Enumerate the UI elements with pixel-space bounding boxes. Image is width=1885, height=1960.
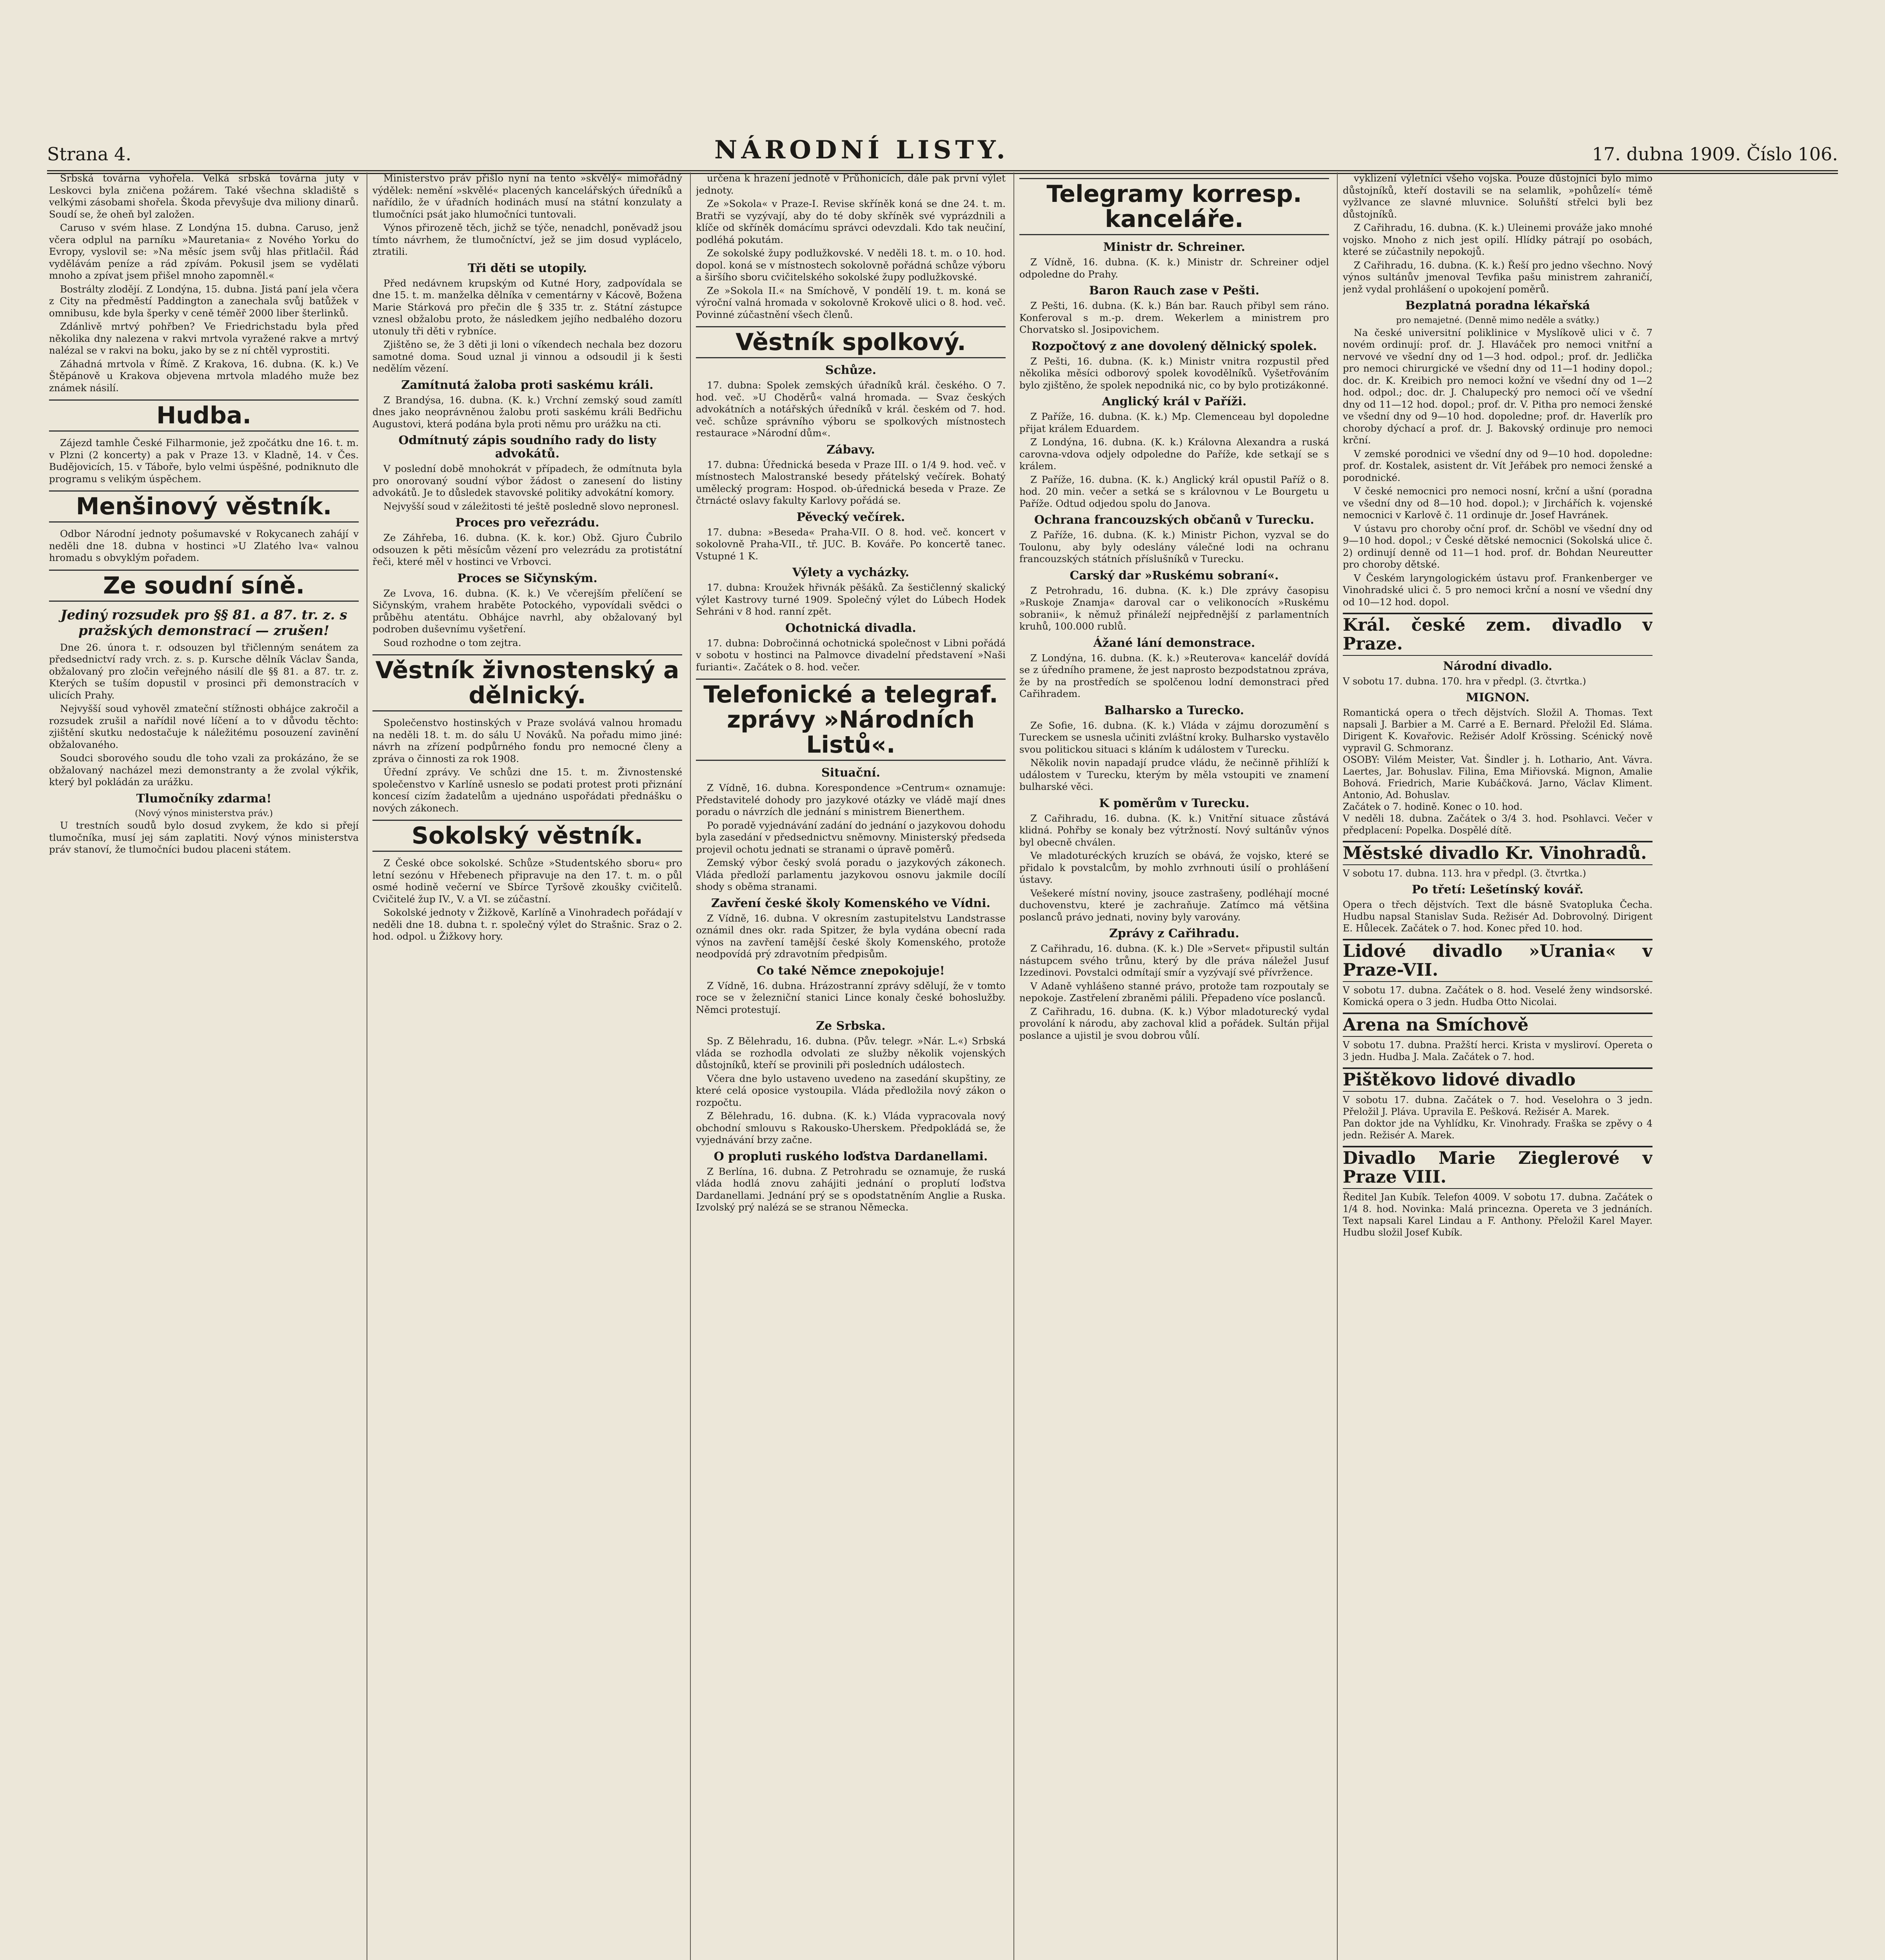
- article-paragraph: Zdánlivě mrtvý pohřben? Ve Friedrichstadu byla před několika dny nalezena v rakvi mrtvola vyražené rakve a mrtvý nalézal se v rakvi na boku, jako by se z ní chtěl vyprostiti.: [49, 321, 359, 356]
- article-paragraph: Z Vídně, 16. dubna. Hrázostranní zprávy sdělují, že v tomto roce se v železniční stanici Lince konaly české bohoslužby. Němci protestují.: [696, 980, 1006, 1015]
- theatre-ad-heading: Divadlo Marie Zieglerové v Praze VIII.: [1343, 1146, 1653, 1189]
- newspaper-title: NÁRODNÍ LISTY.: [714, 135, 1009, 165]
- article-paragraph: Z Cařihradu, 16. dubna. (K. k.) Uleinemi prováže jako mnohé vojsko. Mnoho z nich jest opilí. Hlídky pátrají po osobách, které se zúčastnily nepokojů.: [1343, 222, 1653, 257]
- subsection-heading: Carský dar »Ruskému sobraní«.: [1070, 568, 1279, 583]
- article-paragraph: Z Vídně, 16. dubna. V okresním zastupitelstvu Landstrasse oznámil dnes okr. rada Spitzer, že byla vydána obecní rada výnos na zavření tamější české školy Komenského, protože neodpovídá prý zdravotním předpisům.: [696, 912, 1006, 960]
- section-heading-telegramy: Telegramy korresp. kanceláře.: [1019, 178, 1329, 235]
- article-paragraph: Z Londýna, 16. dubna. (K. k.) »Reuterova« kancelář dovídá se z úředního pramene, že jest naprosto bezpodstatnou zpráva, že by na prostředích se spolčenou lodní demonstraci před Cařihradem.: [1019, 652, 1329, 699]
- article-headline: Tři děti se utopily.: [468, 261, 587, 275]
- article-paragraph: Z Paříže, 16. dubna. (K. k.) Anglický král opustil Paříž o 8. hod. 20 min. večer a setká se s královnou v Le Bourgetu u Paříže. Odtud odjedou spolu do Janova.: [1019, 474, 1329, 509]
- article-paragraph: Úřední zprávy. Ve schůzi dne 15. t. m. Živnostenské společenstvo v Karlíně usneslo se podati protest proti přiznání koncesí cizím žadatelům a ujednáno uspořádati přednášku o nových zákonech.: [372, 766, 682, 814]
- article-paragraph: Nejvyšší soud v záležitosti té ještě posledně slovo nepronesl.: [383, 500, 679, 512]
- theatre-ad-heading: Král. české zem. divadlo v Praze.: [1343, 613, 1653, 656]
- theatre-description: Opera o třech dějstvích. Text dle básně Svatopluka Čecha. Hudbu napsal Stanislav Suda. Režisér Ad. Dobrovolný. Dirigent E. Hůlecek. Začátek o 7. hod. Konec před 10. hod.: [1343, 899, 1653, 934]
- subsection-heading: Zprávy z Cařihradu.: [1109, 927, 1239, 940]
- article-paragraph: V české nemocnici pro nemoci nosní, krční a ušní (poradna ve všední dny od 8—10 hod. dopol.); v Jirchářích k. vojenské nemocnici v Karlově č. 11 ordinuje dr. Josef Havránek.: [1343, 485, 1653, 521]
- theatre-description: V sobotu 17. dubna. Začátek o 8. hod. Veselé ženy windsorské. Komická opera o 3 jedn. Hudba Otto Nicolai.: [1343, 985, 1653, 1007]
- article-paragraph: Ze sokolské župy podlužkovské. V neděli 18. t. m. o 10. hod. dopol. koná se v místnostech sokolovně pořádná schůze výboru a širšího sboru cvičitelského sokolské župy podlužkovské.: [696, 247, 1006, 283]
- article-paragraph: vyklizení výletníci všeho vojska. Pouze důstojníci bylo mimo důstojníků, kteří dostavili se na selamlik, »pohůzelí« témě vyžlvance ze slavné mluvnice. Soluňští střelci byli bez důstojníků.: [1343, 172, 1653, 220]
- subsection-heading: Ministr dr. Schreiner.: [1103, 240, 1246, 254]
- theatre-sunday-program: V neděli 18. dubna. Začátek o 3/4 3. hod. Psohlavci. Večer v předplacení: Popelka. Dospělé dítě.: [1343, 813, 1653, 836]
- subsection-heading: K poměrům v Turecku.: [1099, 796, 1249, 810]
- article-paragraph: Ze Záhřeba, 16. dubna. (K. k. kor.) Obž. Gjuro Čubrilo odsouzen k pěti měsícům vězení pro velezrádu za protistátní řeči, které měl v hostinci ve Vrbovci.: [372, 532, 682, 567]
- theatre-date: V sobotu 17. dubna. 113. hra v předpl. (3. čtvrtka.): [1343, 868, 1586, 879]
- column-2: [372, 172, 682, 1960]
- article-paragraph: V ústavu pro choroby oční prof. dr. Schöbl ve všední dny od 9—10 hod. dopol.; v České dětské nemocnici (Sokolská ulice č. 2) ordinují denně od 11—1 hod. prof. dr. Bohdan Neureutter pro choroby dětské.: [1343, 523, 1653, 570]
- subsection-heading: Ochotnická divadla.: [785, 621, 916, 635]
- section-heading-soudni: Ze soudní síně.: [49, 570, 359, 602]
- masthead: [47, 118, 1838, 174]
- article-paragraph: Společenstvo hostinských v Praze svolává valnou hromadu na neděli 18. t. m. do sálu U Nováků. Na pořadu mimo jiné: návrh na zřízení podpůrného fondu pro nemocné členy a zpráva o činnosti za rok 1908.: [372, 717, 682, 764]
- article-paragraph: Zemský výbor český svolá poradu o jazykových zákonech. Vláda předloží parlamentu jazykovou osnovu jakmile docílí shody s oběma stranami.: [696, 857, 1006, 892]
- article-paragraph: Z Paříže, 16. dubna. (K. k.) Mp. Clemenceau byl dopoledne přijat králem Eduardem.: [1019, 411, 1329, 434]
- subsection-heading: Rozpočtový z ane dovolený dělnický spolek.: [1031, 339, 1317, 353]
- article-paragraph: Sp. Z Bělehradu, 16. dubna. (Pův. telegr. »Nár. L.«) Srbská vláda se rozhodla odvolati ze služby několik vojenských důstojníků, kteří se provinili při posledních událostech.: [696, 1035, 1006, 1071]
- article-paragraph: Vešekeré místní noviny, jsouce zastrašeny, podléhají mocné duchovenstvu, které je zachraňuje. Zatímco má většina poslanců právo jednati, noviny byly varovány.: [1019, 887, 1329, 923]
- article-paragraph: Ve mladoturéckých kruzích se obává, že vojsko, které se přidalo k povstalcům, by mohlo zvrhnouti úsilí o prohlášení ústavy.: [1019, 850, 1329, 885]
- article-paragraph: Ministerstvo práv přišlo nyní na tento »skvělý« mimořádný výdělek: nemění »skvělé« placených kancelářských úředníků a nařídilo, že v úřadních hodinách musí na státní konzulaty a tlumočníci psát jako hlumočníci tuntovali.: [372, 172, 682, 220]
- article-headline: Jediný rozsudek pro §§ 81. a 87. tr. z. s pražských demonstrací — zrušen!: [60, 607, 347, 639]
- article-subhead: pro nemajetné. (Denně mimo neděle a svátky.): [1396, 316, 1599, 325]
- section-heading-mensinovy: Menšinový věstník.: [49, 490, 359, 523]
- section-heading-spolkovy: Věstník spolkový.: [696, 326, 1006, 358]
- column-3: [696, 172, 1006, 1960]
- subsection-heading: Situační.: [821, 766, 881, 780]
- theatre-description: Ředitel Jan Kubík. Telefon 4009. V sobotu 17. dubna. Začátek o 1/4 8. hod. Novinka: Malá princezna. Opereta ve 3 jednáních. Text napsali Karel Lindau a F. Anthony. Přeložil Karel Mayer. Hudbu složil Josef Kubík.: [1343, 1192, 1653, 1238]
- article-headline: Proces se Sičynským.: [457, 571, 597, 585]
- article-headline: Ze Srbska.: [816, 1019, 886, 1033]
- article-subhead: (Nový výnos ministerstva práv.): [134, 808, 273, 818]
- theatre-ad-heading: Lidové divadlo »Urania« v Praze-VII.: [1343, 939, 1653, 982]
- article-paragraph: U trestních soudů bylo dosud zvykem, že kdo si přejí tlumočníka, musí jej sám zaplatiti. Nový výnos ministerstva práv stanoví, že tlumočníci budou placeni státem.: [49, 820, 359, 855]
- article-paragraph: Z Cařihradu, 16. dubna. (K. k.) Dle »Servet« připustil sultán nástupcem svého trůnu, který by dle práva náležel Jusuf Izzedinovi. Povstalci odmítají smír a vyzývají své přívržence.: [1019, 943, 1329, 978]
- theatre-play-title: MIGNON.: [1466, 691, 1530, 704]
- theatre-play-title: Po třetí: Lešetínský kovář.: [1412, 883, 1584, 897]
- subsection-heading: Balharsko a Turecko.: [1104, 703, 1244, 717]
- subsection-heading: Baron Rauch zase v Pešti.: [1089, 284, 1260, 298]
- subsection-heading: Schůze.: [825, 363, 877, 377]
- article-paragraph: Dne 26. února t. r. odsouzen byl třičlenným senátem za předsednictví rady vrch. z. s. p. Kursche dělník Václav Šanda, obžalovaný pro zločin veřejného násilí dle §§ 81. a 87. tr. z. Kterých se tuším dopustil v prosinci při demonstracích v ulicích Prahy.: [49, 641, 359, 701]
- article-paragraph: Z Paříže, 16. dubna. (K. k.) Ministr Pichon, vyzval se do Toulonu, aby byly odeslány válečné lodi na ochranu francouzských státních příslušníků v Turecku.: [1019, 529, 1329, 564]
- article-paragraph: Z Cařihradu, 16. dubna. (K. k.) Výbor mladoturecký vydal provolání k národu, aby zachoval klid a pořádek. Sultán přijal poslance a ujistil je svou dobrou vůlí.: [1019, 1005, 1329, 1041]
- article-paragraph: Z Pešti, 16. dubna. (K. k.) Ministr vnitra rozpustil před několika měsíci odborový spolek kovodělníků. Vyšetřováním bylo zjištěno, že spolek nepodniká nic, co by bylo protizákonné.: [1019, 355, 1329, 391]
- section-heading-zivnostensky: Věstník živnostenský a dělnický.: [372, 654, 682, 711]
- article-paragraph: Bostrálty zlodějí. Z Londýna, 15. dubna. Jistá paní jela včera z City na předměstí Paddington a zanechala svůj batůžek v omnibusu, kde byla šperky v ceně téměř 2000 liber šterlinků.: [49, 283, 359, 319]
- theatre-description: V sobotu 17. dubna. Začátek o 7. hod. Veselohra o 3 jedn. Přeložil J. Pláva. Upravila E. Pešková. Režisér A. Marek.: [1343, 1094, 1653, 1117]
- article-headline: Proces pro veřezrádu.: [455, 516, 599, 530]
- theatre-cast: OSOBY: Vilém Meister, Vat. Šindler j. h. Lothario, Ant. Vávra. Laertes, Jar. Bohuslav. Filina, Ema Miřiovská. Mignon, Amalie Bohová. Friedrich, Marie Kubáčková. Jarno, Václav Kliment. Antonio, Ad. Bohuslav.: [1343, 754, 1653, 800]
- article-paragraph: Z Pešti, 16. dubna. (K. k.) Bán bar. Rauch přibyl sem ráno. Konferoval s m.-p. drem. Wekerlem a ministrem pro Chorvatsko sl. Josipovichem.: [1019, 300, 1329, 335]
- subsection-heading: Pěvecký večírek.: [796, 510, 905, 524]
- article-paragraph: Z Brandýsa, 16. dubna. (K. k.) Vrchní zemský soud zamítl dnes jako neoprávněnou žalobu proti saskému králi Bedřichu Augustovi, která podána byla proti němu pro urážku na cti.: [372, 394, 682, 430]
- theatre-ad-heading: Arena na Smíchově: [1343, 1013, 1653, 1037]
- article-paragraph: Před nedávnem krupským od Kutné Hory, zadpovídala se dne 15. t. m. manželka dělníka v cementárny v Kácově, Božena Marie Stárková pro přečin dle § 335 tr. z. Státní zástupce vznesl obžalobu proto, že následkem jejího nedbalého dozoru utonuly tři děti v rybníce.: [372, 277, 682, 337]
- section-heading-sokolsky: Sokolský věstník.: [372, 820, 682, 852]
- article-paragraph: V Českém laryngologickém ústavu prof. Frankenberger ve Vinohradské ulici č. 5 pro nemoci krční a nosní ve všední dny od 10—12 hod. dopol.: [1343, 572, 1653, 608]
- article-paragraph: 17. dubna: Spolek zemských úřadníků král. českého. O 7. hod. več. »U Choděrů« valná hromada. — Svaz českých advokátních a notářských úředníků v král. českém od 7. hod. več. schůze správního výboru se spolkových místnostech restaurace »Národní dům«.: [696, 379, 1006, 439]
- subsection-heading: Ážané lání demonstrace.: [1093, 636, 1255, 650]
- article-paragraph: V zemské porodnici ve všední dny od 9—10 hod. dopoledne: prof. dr. Kostalek, asistent dr. Vít Jeřábek pro nemoci ženské a porodnické.: [1343, 448, 1653, 483]
- article-headline: Zavření české školy Komenského ve Vídni.: [711, 896, 991, 910]
- article-paragraph: Z Cařihradu, 16. dubna. (K. k.) Vnitřní situace zůstává klidná. Pohřby se konaly bez výtržností. Nový sultánův výnos byl obecně chválen.: [1019, 812, 1329, 848]
- article-paragraph: Z Cařihradu, 16. dubna. (K. k.) Řeší pro jedno všechno. Nový výnos sultánův jmenoval Tevfika pašu ministrem zahraničí, jenž vydal prohlášení o upokojení poměrů.: [1343, 259, 1653, 295]
- article-paragraph: Z Berlína, 16. dubna. Z Petrohradu se oznamuje, že ruská vláda hodlá znovu zahájiti jednání o proplutí loďstva Dardanellami. Jednání prý se s opodstatněním Anglie a Ruska. Izvolský prý nalézá se se stranou Německa.: [696, 1165, 1006, 1213]
- article-headline: Bezplatná poradna lékařská: [1405, 299, 1590, 312]
- theatre-description: Romantická opera o třech dějstvích. Složil A. Thomas. Text napsali J. Barbier a M. Carré a E. Bernard. Přeložil Ed. Sláma. Dirigent K. Kovařovic. Režisér Adolf Krössing. Scénický nově vypravil G. Schmoranz.: [1343, 707, 1653, 753]
- article-headline: O propluti ruského loďstva Dardanellami.: [714, 1149, 988, 1163]
- article-paragraph: V poslední době mnohokrát v případech, že odmítnuta byla pro onorovaný soudní výbor žádost o zanesení do listiny advokátů. Je to důsledek stavovské politiky advokátní komory.: [372, 463, 682, 498]
- article-paragraph: Několik novin napadají prudce vládu, že nečinně přihlíží k událostem v Turecku, kterým by měla vstoupiti ve znamení bulharské věci.: [1019, 757, 1329, 792]
- article-paragraph: Z České obce sokolské. Schůze »Studentského sboru« pro letní sezónu v Hřebenech připravuje na den 17. t. m. o půl osmé hodině večerní ve Sbírce Tyršově zkoušky cvičitelů. Cvičitelé žup IV., V. a VI. se zúčastní.: [372, 857, 682, 905]
- article-headline: Tlumočníky zdarma!: [136, 791, 272, 806]
- article-paragraph: Zjištěno se, že 3 děti ji loni o víkendech nechala bez dozoru samotné doma. Soud uznal ji vinnou a odsoudil ji k šesti nedělím vězení.: [372, 339, 682, 374]
- column-rule: [690, 172, 691, 1960]
- article-paragraph: Soudci sborového soudu dle toho vzali za prokázáno, že se obžalovaný nacházel mezi demonstranty a že zvolal výkřik, který byl pokládán za urážku.: [49, 752, 359, 788]
- article-paragraph: Odbor Národní jednoty pošumavské v Rokycanech zahájí v neděli dne 18. dubna v hostinci »U Zlatého lva« valnou hromadu s obvyklým pořadem.: [49, 528, 359, 563]
- article-headline: Zamítnutá žaloba proti saskému králi.: [401, 378, 654, 392]
- column-rule: [1013, 172, 1014, 1960]
- article-paragraph: Na české universitní poliklinice v Myslíkově ulici v č. 7 novém ordinují: prof. dr. J. Hlaváček pro nemoci vnitřní a nervové ve všední dny od 1—3 hod. odpol.; prof. dr. Jedlička pro nemoci chirurgické ve všední dny od 11—1 hodiny dopol.; doc. dr. K. Kreibich pro nemoci kožní ve všední dny od 1—2 hod. odpol.; doc. dr. J. Chalupecký pro nemoci očí ve všední dny od 11—12 hod. dopol.; prof. dr. V. Pitha pro nemoci ženské ve všední dny od 9—10 hod. dopoledne; prof. dr. Haverlík pro choroby dýchací a prof. dr. J. Bakovský ordinuje pro nemoci krční.: [1343, 327, 1653, 446]
- section-heading-hudba: Hudba.: [49, 399, 359, 432]
- theatre-ad-heading: Městské divadlo Kr. Vinohradů.: [1343, 841, 1653, 865]
- column-rule: [1337, 172, 1338, 1960]
- article-paragraph: Zájezd tamhle České Filharmonie, jež zpočátku dne 16. t. m. v Plzni (2 koncerty) a pak v Praze 13. v Kladně, 14. v Čes. Budějovicích, 15. v Táboře, bylo velmi úspěšné, podniknuto dle programu s velikým úspěchem.: [49, 437, 359, 485]
- article-paragraph: Záhadná mrtvola v Římě. Z Krakova, 16. dubna. (K. k.) Ve Štěpánově u Krakova objevena mrtvola mladého muže bez známek násilí.: [49, 358, 359, 394]
- theatre-description: V sobotu 17. dubna. Pražští herci. Krista v mysliroví. Opereta o 3 jedn. Hudba J. Mala. Začátek o 7. hod.: [1343, 1040, 1653, 1062]
- article-paragraph: Ze Lvova, 16. dubna. (K. k.) Ve včerejším přelíčení se Sičynským, vrahem hraběte Potockého, vypovídali svědci o průběhu atentátu. Obhájce navrhl, aby obžalovaný byl podroben duševnímu vyšetření.: [372, 587, 682, 635]
- theatre-start-time: Začátek o 7. hodině. Konec o 10. hod.: [1343, 801, 1523, 812]
- article-paragraph: určena k hrazení jednotě v Průhonicích, dále pak první výlet jednoty.: [696, 172, 1006, 196]
- page-number: Strana 4.: [47, 143, 131, 165]
- article-paragraph: Z Londýna, 16. dubna. (K. k.) Královna Alexandra a ruská carovna-vdova odjely odpoledne do Paříže, kde setkají se s králem.: [1019, 436, 1329, 472]
- issue-date: 17. dubna 1909. Číslo 106.: [1592, 143, 1838, 165]
- subsection-heading: Anglický král v Paříži.: [1102, 395, 1247, 408]
- article-paragraph: Výnos přirozeně těch, jichž se týče, nenadchl, poněvadž jsou tímto návrhem, že tlumočníctví, jež se jim dosud vyplácelo, ztratili.: [372, 222, 682, 257]
- column-5: [1343, 172, 1653, 1960]
- article-paragraph: Ze Sofie, 16. dubna. (K. k.) Vláda v zájmu dorozumění s Tureckem se usnesla učiniti zvláštní kroky. Bulharsko vystavělo svou politickou situaci s kláním k událostem v Turecku.: [1019, 719, 1329, 755]
- theatre-subheading: Národní divadlo.: [1443, 659, 1553, 673]
- article-paragraph: 17. dubna: Kroužek hřivnák pěšáků. Za šestičlenný skalický výlet Kastrovy turné 1909. Společný výlet do Lúbech Hodek Sehráni v 8 hod. ranní zpět.: [696, 582, 1006, 617]
- article-paragraph: 17. dubna: »Beseda« Praha-VII. O 8. hod. več. koncert v sokolovně Praha-VII., tř. JUC. B. Kováře. Po koncertě tanec. Vstupné 1 K.: [696, 526, 1006, 562]
- article-paragraph: Z Vídně, 16. dubna. (K. k.) Ministr dr. Schreiner odjel odpoledne do Prahy.: [1019, 256, 1329, 280]
- theatre-date: V sobotu 17. dubna. 170. hra v předpl. (3. čtvrtka.): [1343, 676, 1586, 687]
- article-paragraph: Nejvyšší soud vyhověl zmateční stížnosti obhájce zakročil a rozsudek zrušil a nařídil nové líčení a to v důvodu těchto: zjištění skutku nedostačuje k náležitému posouzení zavinění obžalovaného.: [49, 703, 359, 750]
- article-paragraph: Z Vídně, 16. dubna. Korespondence »Centrum« oznamuje: Představitelé dohody pro jazykové otázky ve vládě mají dnes poradu o návrzích dle jednání s ministrem Bienerthem.: [696, 782, 1006, 817]
- article-paragraph: Po poradě vyjednávání zadání do jednání o jazykovou dohodu byla zasedání v předsednictvu sněmovny. Ministerský předseda projevil ochotu jednati se stranami o úpravě poměrů.: [696, 819, 1006, 855]
- article-paragraph: Srbská továrna vyhořela. Velká srbská továrna juty v Leskovci byla zničena požárem. Také všechna skladiště s velkými zásobami shořela. Škoda převyšuje dva miliony dinarů. Soudí se, že oheň byl založen.: [49, 172, 359, 220]
- section-heading-telefonicke: Telefonické a telegraf. zprávy »Národních Listů«.: [696, 679, 1006, 761]
- article-paragraph: Z Bělehradu, 16. dubna. (K. k.) Vláda vypracovala nový obchodní smlouvu s Rakousko-Uherskem. Předpokládá se, že vyjednávání brzy začne.: [696, 1110, 1006, 1145]
- article-headline: Co také Němce znepokojuje!: [757, 964, 945, 978]
- article-paragraph: Soud rozhodne o tom zejtra.: [383, 637, 521, 648]
- article-paragraph: Sokolské jednoty v Žižkově, Karlíně a Vinohradech pořádají v neděli dne 18. dubna t. r. společný výlet do Strašnic. Sraz o 2. hod. odpol. u Žižkovy hory.: [372, 907, 682, 942]
- article-paragraph: V Adaně vyhlášeno stanné právo, protože tam rozpoutaly se nepokoje. Zastřelení zbraněmi pálili. Přepadeno více poslanců.: [1019, 980, 1329, 1004]
- theatre-ad-heading: Pištěkovo lidové divadlo: [1343, 1067, 1653, 1092]
- column-1: [49, 172, 359, 1960]
- subsection-heading: Výlety a vycházky.: [792, 566, 910, 579]
- article-paragraph: 17. dubna: Dobročinná ochotnická společnost v Libni pořádá v sobotu v hostinci na Palmovce divadelní představení »Naši furianti«. Začátek o 8. hod. večer.: [696, 637, 1006, 673]
- article-paragraph: Ze »Sokola« v Praze-I. Revise skříněk koná se dne 24. t. m. Bratři se vyzývají, aby do té doby skříněk své vyprázdnili a klíče od skříněk domácímu správci odevzdali. Kdo tak neučiní, podléhá pokutám.: [696, 198, 1006, 245]
- article-paragraph: Ze »Sokola II.« na Smíchově, V pondělí 19. t. m. koná se výroční valná hromada v sokolovně Krokově ulici o 8. hod. več. Povinné zúčastnění všech členů.: [696, 285, 1006, 320]
- subsection-heading: Ochrana francouzských občanů v Turecku.: [1034, 513, 1315, 527]
- subsection-heading: Zábavy.: [826, 443, 875, 457]
- theatre-description: Pan doktor jde na Vyhlídku, Kr. Vinohrady. Fraška se zpěvy o 4 jedn. Režisér A. Marek.: [1343, 1118, 1653, 1141]
- column-4: [1019, 172, 1329, 1960]
- article-paragraph: 17. dubna: Úřednická beseda v Praze III. o 1/4 9. hod. več. v místnostech Malostranské besedy přátelský večírek. Bohatý umělecký program: Hospod. ob-úřednická beseda v Praze. Ze čtrnácté oslavy fakulty Karlovy pořádá se.: [696, 459, 1006, 506]
- article-paragraph: Caruso v svém hlase. Z Londýna 15. dubna. Caruso, jenž včera odplul na parníku »Mauretania« z Nového Yorku do Evropy, vyslovil se: »Na měsíc jsem svůj hlas přitlačil. Řád vydělávám peníze a rád zpívám. Pokusil jsem se vydělati mnoho a zpívat jsem přišel mnoho zapomněl.«: [49, 222, 359, 281]
- article-paragraph: Z Petrohradu, 16. dubna. (K. k.) Dle zprávy časopisu »Ruskoje Znamja« daroval car o velikonocích »Ruskému sobranii«, k němuž přináleží nejpřednější z parlamentních kruhů, 100.000 rublů.: [1019, 584, 1329, 632]
- article-headline: Odmítnutý zápis soudního rady do listy advokátů.: [398, 434, 656, 461]
- article-paragraph: Včera dne bylo ustaveno uvedeno na zasedání skupštiny, ze které celá oposice vystoupila. Vláda předložila nový zákon o rozpočtu.: [696, 1073, 1006, 1108]
